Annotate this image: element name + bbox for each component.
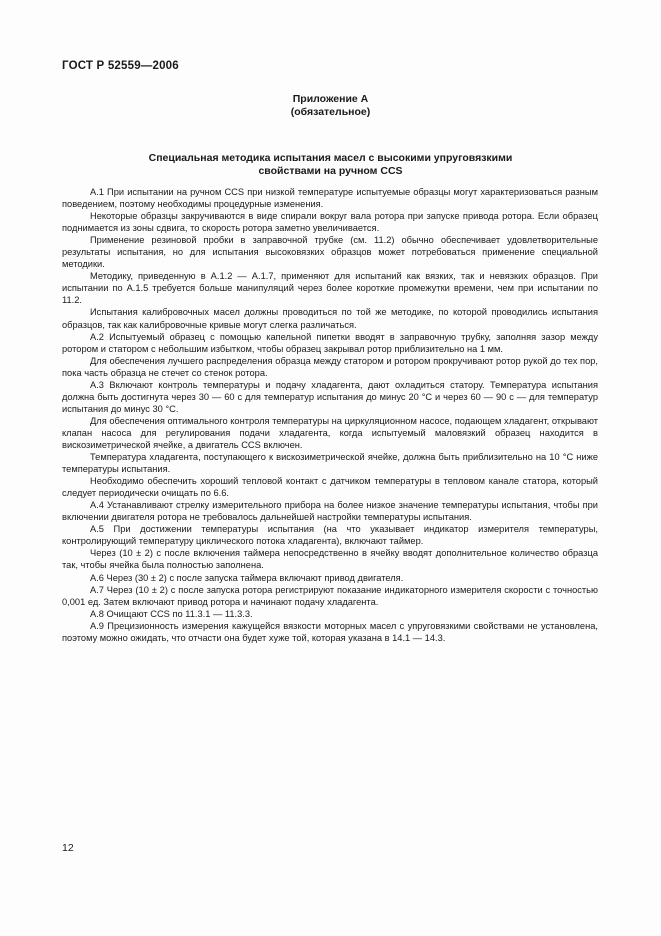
standard-designation: ГОСТ Р 52559—2006 [62,60,179,72]
appendix-heading [0,93,661,119]
paragraph-a9: А.9 Прецизионность измерения кажущейся вязкости моторных масел с упруговязкими свойствами не установлена, поэтому можно ожидать, что отчасти она будет хуже той, которая указана в 14.1 — 14.3. [62,620,598,643]
paragraph: Необходимо обеспечить хороший тепловой контакт с датчиком температуры в тепловом канале статора, который следует периодически очищать по 6.6. [62,476,598,499]
paragraph: Через (10 ± 2) с после включения таймера непосредственно в ячейку вводят дополнительное количество образца так, чтобы ячейка была полностью заполнена. [62,548,598,571]
paragraph: Для обеспечения оптимального контроля температуры на циркуляционном насосе, подающем хладагент, открывают клапан насоса для регулирования подачи хладагента, когда испытуемый маловязкий образец находится в вискозиметрической ячейке, а двигатель CCS включен. [62,415,598,450]
page-number: 12 [62,842,74,854]
paragraph: Испытания калибровочных масел должны проводиться по той же методике, по которой проводились испытания образцов, так как калибровочные кривые могут слегка различаться. [62,307,598,330]
paragraph-a4: А.4 Устанавливают стрелку измерительного прибора на более низкое значение температуры испытания, чтобы при включении двигателя ротора не требовалось дальнейшей настройки температуры испытания. [62,500,598,523]
paragraph: Некоторые образцы закручиваются в виде спирали вокруг вала ротора при запуске привода ротора. Если образец поднимается из зоны сдвига, то скорость ротора заметно увеличивается. [62,211,598,234]
section-title-line-1: Специальная методика испытания масел с высокими упруговязкими [148,152,513,164]
paragraph-a1: А.1 При испытании на ручном CCS при низкой температуре испытуемые образцы могут характеризоваться разным поведением, поэтому необходимы процедурные изменения. [62,187,598,210]
section-title-line-2: свойствами на ручном CCS [258,165,403,177]
paragraph: Температура хладагента, поступающего к вискозиметрической ячейке, должна быть приблизительно на 10 °С ниже температуры испытания. [62,452,598,475]
section-title [0,152,661,178]
paragraph: Применение резиновой пробки в заправочной трубке (см. 11.2) обычно обеспечивает удовлетворительные результаты испытания, но для испытания высоковязких образцов может потребоваться применение специальной методики. [62,235,598,270]
paragraph-a2: А.2 Испытуемый образец с помощью капельной пипетки вводят в заправочную трубку, заполняя зазор между ротором и статором с небольшим избытком, чтобы образец закрывал ротор приблизительно на 1 мм. [62,331,598,354]
paragraph-a5: А.5 При достижении температуры испытания (на что указывает индикатор измерителя температуры, контролирующий температуру циклического потока хладагента), включают таймер. [62,524,598,547]
paragraph: Методику, приведенную в А.1.2 — А.1.7, применяют для испытаний как вязких, так и невязких образцов. При испытании по А.1.5 требуется больше манипуляций через более короткие промежутки времени, чем при испытании по 11.2. [62,271,598,306]
paragraph-a8: А.8 Очищают CCS по 11.3.1 — 11.3.3. [90,608,253,619]
body-text [62,186,598,644]
paragraph-a7: А.7 Через (10 ± 2) с после запуска ротора регистрируют показание индикаторного измерителя скорости с точностью 0,001 ед. Затем включают привод ротора и начинают подачу хладагента. [62,584,598,607]
paragraph: Для обеспечения лучшего распределения образца между статором и ротором прокручивают ротор рукой до тех пор, пока часть образца не стечет со стенок ротора. [62,355,598,378]
paragraph-a6: А.6 Через (30 ± 2) с после запуска таймера включают привод двигателя. [90,572,404,583]
appendix-status: (обязательное) [290,106,371,118]
paragraph-a3: А.3 Включают контроль температуры и подачу хладагента, дают охладиться статору. Температура испытания должна быть достигнута через 30 — 60 с для температур испытания до минус 20 °С и через 60 — 90 с — для температур испытания до минус 30 °С. [62,379,598,414]
appendix-title: Приложение А [292,93,369,105]
